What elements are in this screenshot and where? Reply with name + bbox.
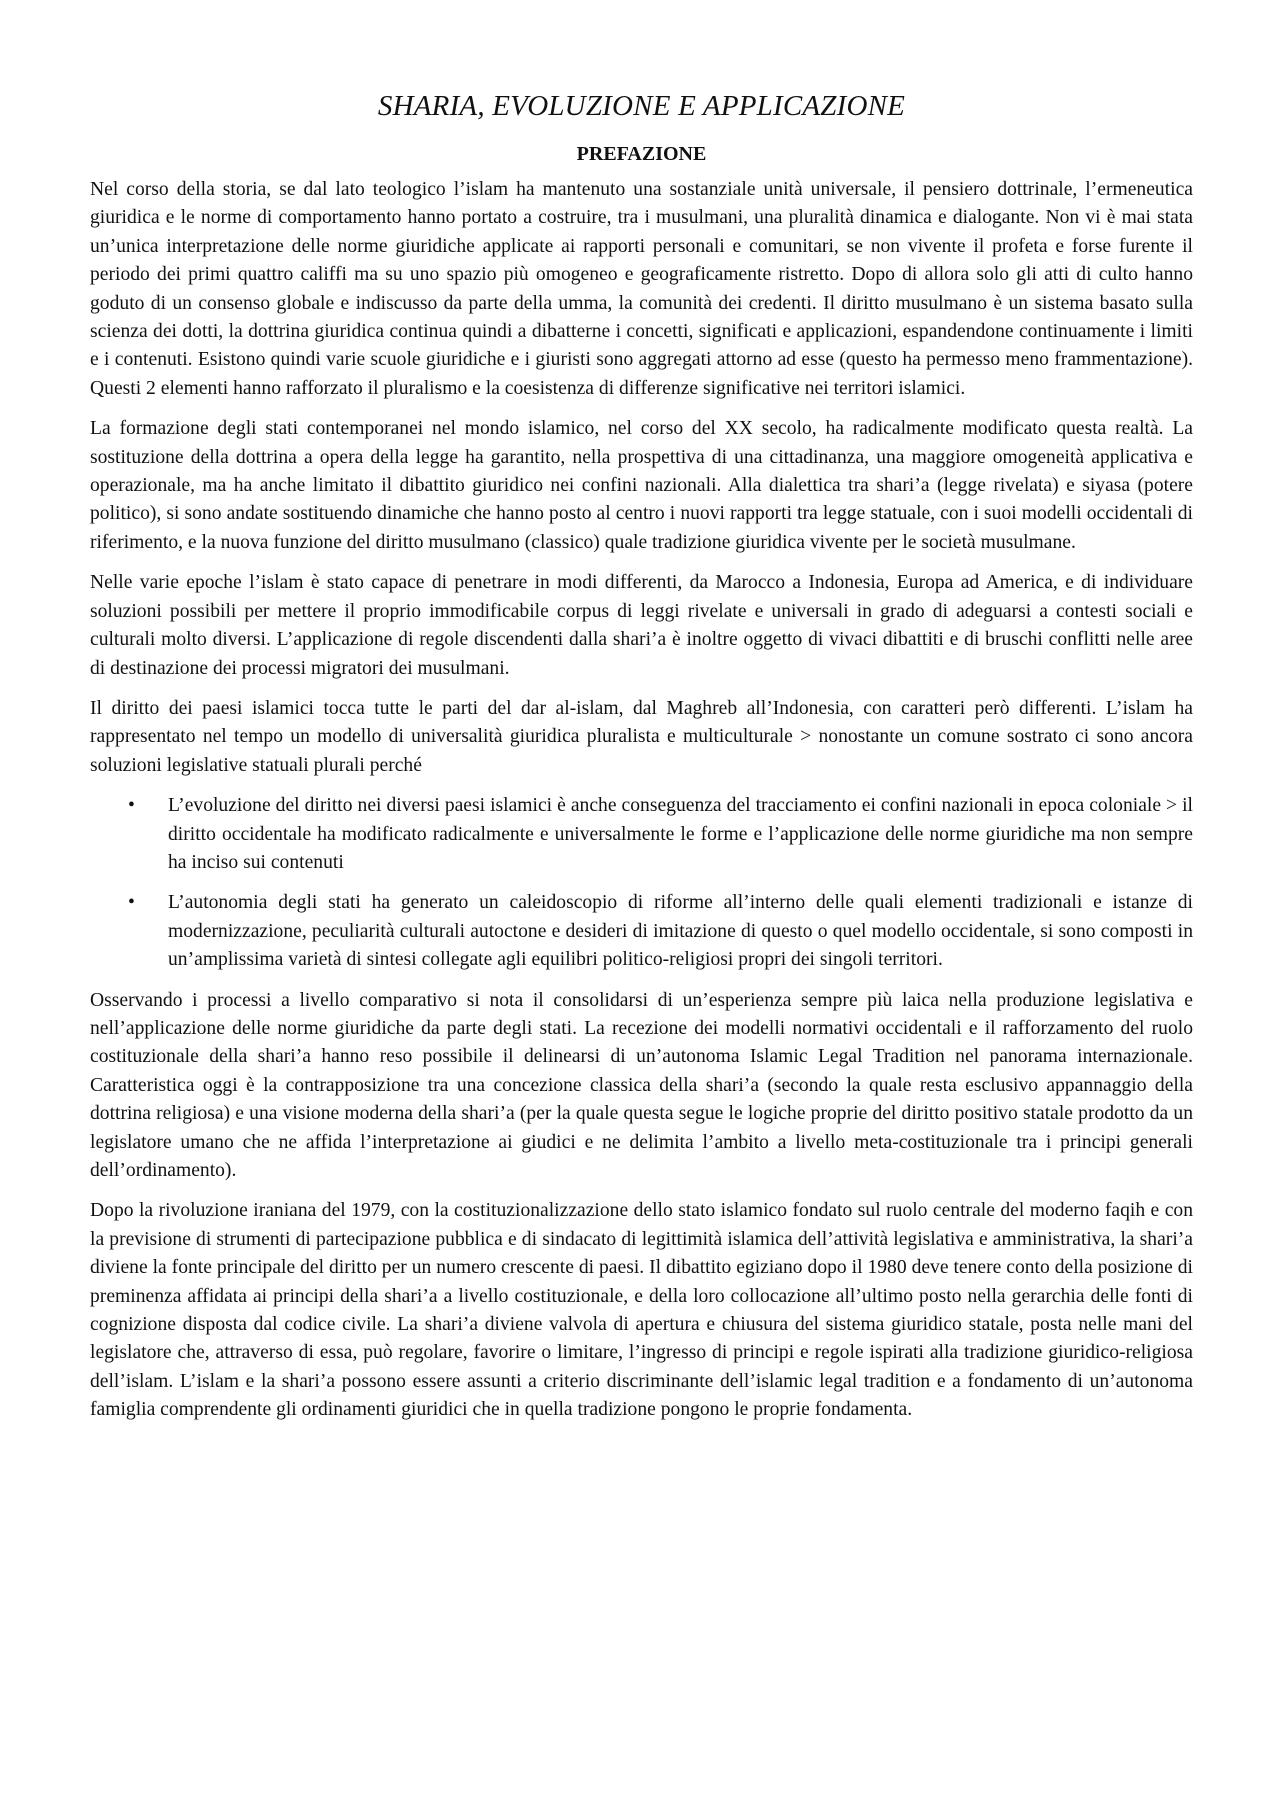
list-item — [90, 889, 1193, 974]
document-page — [90, 88, 1193, 1437]
bullet-icon: • — [128, 892, 135, 914]
document-title: SHARIA, EVOLUZIONE E APPLICAZIONE — [377, 90, 906, 122]
section-heading: PREFAZIONE — [576, 143, 707, 165]
paragraph-5: Osservando i processi a livello comparativo si nota il consolidarsi di un’esperienza sempre più laica nella produzione legislativa e nell’applicazione delle norme giuridiche da parte degli stati. La recezione dei modelli normativi occidentali e il rafforzamento del ruolo costituzionale della shari’a hanno reso possibile il delinearsi di un’autonoma Islamic Legal Tradition nel panorama internazionale. Caratteristica oggi è la contrapposizione tra una concezione classica della shari’a (secondo la quale resta esclusivo appannaggio della dottrina religiosa) e una visione moderna della shari’a (per la quale questa segue le logiche proprie del diritto positivo statale prodotto da un legislatore umano che ne affida l’interpretazione ai giudici e ne delimita l’ambito a livello meta-costituzionale tra i principi generali dell’ordinamento). — [90, 989, 1193, 1181]
list-item — [90, 792, 1193, 877]
paragraph-1: Nel corso della storia, se dal lato teologico l’islam ha mantenuto una sostanziale unità universale, il pensiero dottrinale, l’ermeneutica giuridica e le norme di comportamento hanno portato a costruire, tra i musulmani, una pluralità dinamica e dialogante. Non vi è mai stata un’unica interpretazione delle norme giuridiche applicate ai rapporti personali e comunitari, se non vivente il profeta e forse furente il periodo dei primi quattro califfi ma su uno spazio più omogeneo e geograficamente ristretto. Dopo di allora solo gli atti di culto hanno goduto di un consenso globale e indiscusso da parte della umma, la comunità dei credenti. Il diritto musulmano è un sistema basato sulla scienza dei dotti, la dottrina giuridica continua quindi a dibatterne i concetti, significati e applicazioni, espandendone continuamente i limiti e i contenuti. Esistono quindi varie scuole giuridiche e i giuristi sono aggregati attorno ad esse (questo ha permesso meno frammentazione). Questi 2 elementi hanno rafforzato il pluralismo e la coesistenza di differenze significative nei territori islamici. — [90, 179, 1193, 399]
paragraph-4: Il diritto dei paesi islamici tocca tutte le parti del dar al-islam, dal Maghreb all’Indonesia, con caratteri però differenti. L’islam ha rappresentato nel tempo un modello di universalità giuridica pluralista e multiculturale > nonostante un comune sostrato ci sono ancora soluzioni legislative statuali plurali perché — [90, 697, 1193, 776]
paragraph-6: Dopo la rivoluzione iraniana del 1979, con la costituzionalizzazione dello stato islamico fondato sul ruolo centrale del moderno faqih e con la previsione di strumenti di partecipazione pubblica e di sindacato di legittimità islamica dell’attività legislativa e amministrativa, la shari’a diviene la fonte principale del diritto per un numero crescente di paesi. Il dibattito egiziano dopo il 1980 deve tenere conto della posizione di preminenza affidata ai principi della shari’a a livello costituzionale, e della loro collocazione all’ultimo posto nella gerarchia delle fonti di cognizione disposta dal codice civile. La shari’a diviene valvola di apertura e chiusura del sistema giuridico statale, posta nelle mani del legislatore che, attraverso di essa, può regolare, favorire o limitare, l’ingresso di principi e regole ispirati alla tradizione giuridico-religiosa dell’islam. L’islam e la shari’a possono essere assunti a criterio discriminante dell’islamic legal tradition e a fondamento di un’autonoma famiglia comprendente gli ordinamenti giuridici che in quella tradizione pongono le proprie fondamenta. — [90, 1200, 1193, 1421]
list-item-text: L’autonomia degli stati ha generato un caleidoscopio di riforme all’interno delle quali elementi tradizionali e istanze di modernizzazione, peculiarità culturali autoctone e desideri di imitazione di questo o quel modello occidentale, si sono composti in un’amplissima varietà di sintesi collegate agli equilibri politico-religiosi propri dei singoli territori. — [168, 892, 1193, 971]
bullet-icon: • — [128, 795, 135, 817]
paragraph-3: Nelle varie epoche l’islam è stato capace di penetrare in modi differenti, da Marocco a Indonesia, Europa ad America, e di individuare soluzioni possibili per mettere il proprio immodificabile corpus di leggi rivelate e universali in grado di adeguarsi a contesti sociali e culturali molto diversi. L’applicazione di regole discendenti dalla shari’a è inoltre oggetto di vivaci dibattiti e di bruschi conflitti nelle aree di destinazione dei processi migratori dei musulmani. — [90, 572, 1193, 679]
bullet-list — [90, 792, 1193, 974]
paragraph-2: La formazione degli stati contemporanei nel mondo islamico, nel corso del XX secolo, ha radicalmente modificato questa realtà. La sostituzione della dottrina a opera della legge ha garantito, nella prospettiva di una cittadinanza, una maggiore omogeneità applicativa e operazionale, ma ha anche limitato il dibattito giuridico nei confini nazionali. Alla dialettica tra shari’a (legge rivelata) e siyasa (potere politico), si sono andate sostituendo dinamiche che hanno posto al centro i nuovi rapporti tra legge statuale, con i suoi modelli occidentali di riferimento, e la nuova funzione del diritto musulmano (classico) quale tradizione giuridica vivente per le società musulmane. — [90, 418, 1193, 553]
list-item-text: L’evoluzione del diritto nei diversi paesi islamici è anche conseguenza del tracciamento ei confini nazionali in epoca coloniale > il diritto occidentale ha modificato radicalmente e universalmente le forme e l’applicazione delle norme giuridiche ma non sempre ha inciso sui contenuti — [168, 795, 1193, 873]
